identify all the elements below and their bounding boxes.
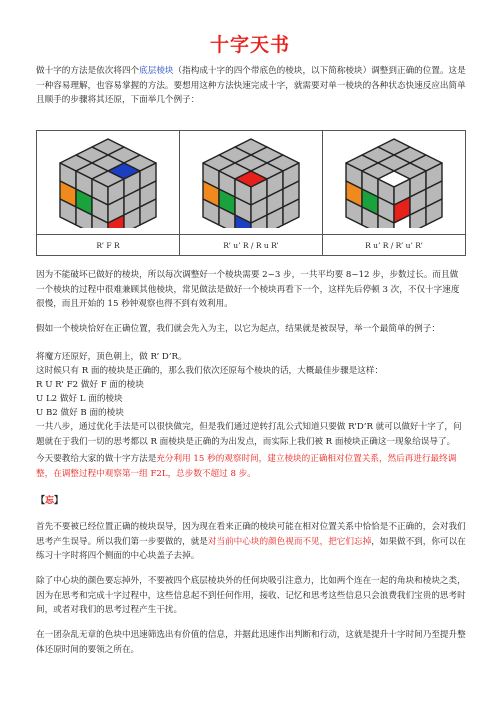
example-line-6: 一共八步，通过优化手法是可以很快做完，但是我们通过逆转打乱公式知道只要做 R’D’R 就可以做好十字了，问题就在于我们一切的思考都以 R 面棱块是正确的为出发点，而实际上我们被 R 面棱块正确这一现象给误导了。	[36, 422, 462, 447]
edge-piece-link[interactable]: 底层棱块	[139, 66, 174, 76]
paragraph-forget	[36, 520, 466, 564]
method-highlight: 充分利用 15 秒的观察时间，建立棱块的正确相对位置关系，然后再进行最终调整，在调整过程中观察第一组 F2L，总步数不超过 8 步。	[36, 454, 457, 479]
cube-examples-table	[36, 130, 466, 256]
cube-caption-1: R’ F R	[37, 235, 180, 256]
page-title: 十字天书	[209, 34, 290, 56]
section-heading-forget: 【忘】	[36, 496, 64, 506]
intro-text-b: （指构成十字的四个带底色的棱块，以下简称棱块）调整到正确的位置。这是一种容易理解，也容易掌握的方法。要想用这种方法快速完成十字，就需要对单一棱块的各种状态快速反应出简单且顺手的步骤将其还原，下面举几个例子：	[36, 66, 466, 105]
forget-text-a: 首先不要被已经位置正确的棱块误导，因为现在看来正确的棱块可能在相对位置关系中恰恰是不正确的，会对我们思考产生误导。所以我们第一步要做的，就是	[36, 522, 466, 547]
cube-caption-3: R u’ R / R’ u’ R’	[323, 235, 466, 256]
intro-paragraph	[36, 64, 466, 108]
example-line-3: R U R’ F2 做好 F 面的棱块	[36, 380, 144, 390]
cube-image-2	[180, 131, 323, 235]
paragraph-example-intro: 假如一个棱块恰好在正确位置，我们就会先入为主，以它为起点，结果就是被误导，举一个最简单的例子：	[36, 324, 440, 334]
example-line-5: U B2 做好 B 面的棱块	[36, 408, 124, 418]
intro-text-a: 做十字的方法是依次将四个	[36, 66, 140, 76]
paragraph-method	[36, 452, 466, 481]
cube-image-1	[37, 131, 180, 235]
forget-highlight: 对当前中心块的颜色视而不见，把它们忘掉	[207, 536, 372, 547]
example-line-1: 将魔方还原好，顶色朝上，做 R’ D’R。	[36, 352, 187, 362]
paragraph-attention: 除了中心块的颜色要忘掉外，不要被四个底层棱块外的任何块吸引注意力，比如两个连在一起的角块和棱块之类，因为在思考和完成十字过程中，这些信息起不到任何作用，接收、记忆和思考这些信息只会浪费我们宝贵的思考时间，或者对我们的思考过程产生干扰。	[36, 576, 466, 615]
paragraph-steps: 因为不能破坏已做好的棱块，所以每次调整好一个棱块需要 2~3 步，一共平均要 8~12 步，步数过长。而且做一个棱块的过程中很难兼顾其他棱块，常见做法是做好一个棱块再看下一个，这样先后停顿 3 次，不仅十字速度很慢，而且开始的 15 秒钟观察也得不到有效利用。	[36, 270, 460, 309]
forget-text-c: ，如果做不到，你可以在练习十字时将四个侧面的中心块盖子去掉。	[36, 536, 466, 561]
cube-image-3	[323, 131, 466, 235]
example-line-4: U L2 做好 L 面的棱块	[36, 394, 123, 404]
cube-caption-2: R’ u’ R / R u R’	[180, 235, 323, 256]
example-line-2: 这时候只有 R 面的棱块是正确的，那么我们依次还原每个棱块的话，大概最佳步骤是这样：	[36, 366, 384, 376]
paragraph-summary: 在一团杂乱无章的色块中迅速筛选出有价值的信息，并据此迅速作出判断和行动，这就是提升十字时间乃至提升整体还原时间的要领之所在。	[36, 630, 466, 655]
method-text-a: 今天要教给大家的做十字方法是	[36, 454, 157, 464]
